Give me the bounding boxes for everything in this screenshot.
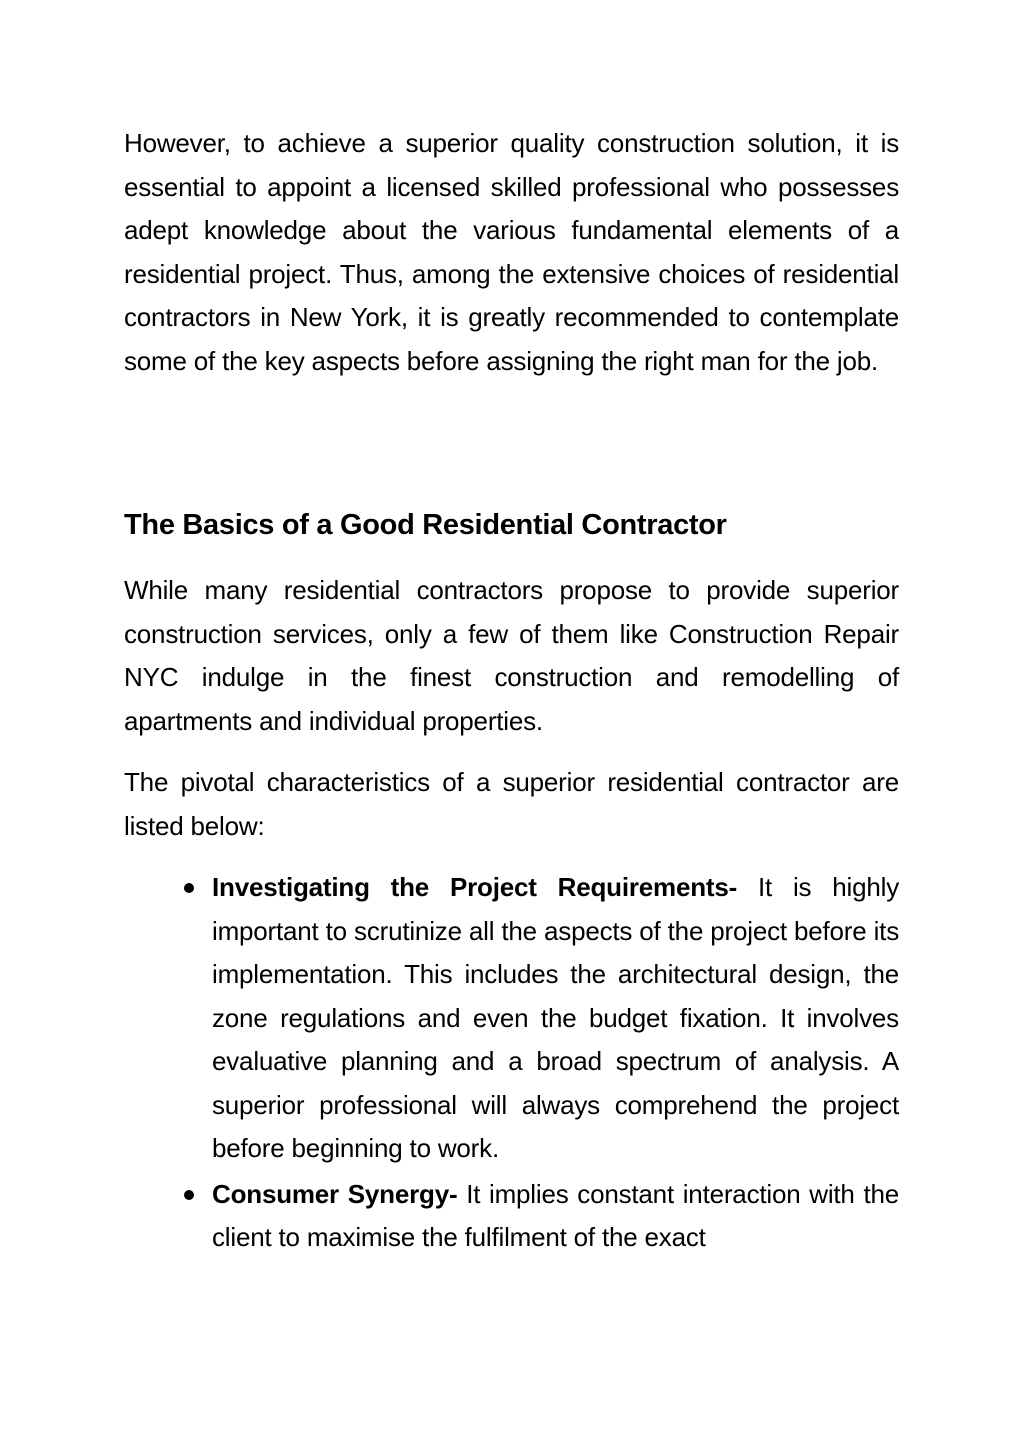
- bullet-icon: [184, 883, 194, 893]
- list-item: [124, 1173, 899, 1260]
- body-paragraph: The pivotal characteristics of a superior residential contractor are listed below:: [124, 767, 899, 841]
- list-item: [124, 866, 899, 1171]
- list-item-text: It implies constant interaction with the client to maximise the fulfilment of the exact: [212, 1178, 900, 1252]
- list-item-title: Investigating the Project Requirements-: [212, 872, 738, 902]
- body-paragraph: While many residential contractors propose to provide superior construction services, only a few of them like Construction Repair NYC indulge in the finest construction and remodelling of apartments and individual properties.: [124, 575, 899, 736]
- intro-paragraph: However, to achieve a superior quality construction solution, it is essential to appoint a licensed skilled professional who possesses adept knowledge about the various fundamental elements of a residential project. Thus, among the extensive choices of residential contractors in New York, it is greatly recommended to contemplate some of the key aspects before assigning the right man for the job.: [124, 128, 899, 376]
- list-item-text: It is highly important to scrutinize all the aspects of the project before its implementation. This includes the architectural design, the zone regulations and even the budget fixation. It involves evaluative planning and a broad spectrum of analysis. A superior professional will always comprehend the project before beginning to work.: [212, 872, 899, 1163]
- section-body: [124, 569, 899, 1262]
- document-page: [124, 122, 900, 1252]
- bullet-icon: [184, 1190, 194, 1200]
- list-item-title: Consumer Synergy-: [212, 1178, 458, 1209]
- section-heading: The Basics of a Good Residential Contractor: [124, 509, 727, 541]
- characteristics-list: [124, 866, 899, 1260]
